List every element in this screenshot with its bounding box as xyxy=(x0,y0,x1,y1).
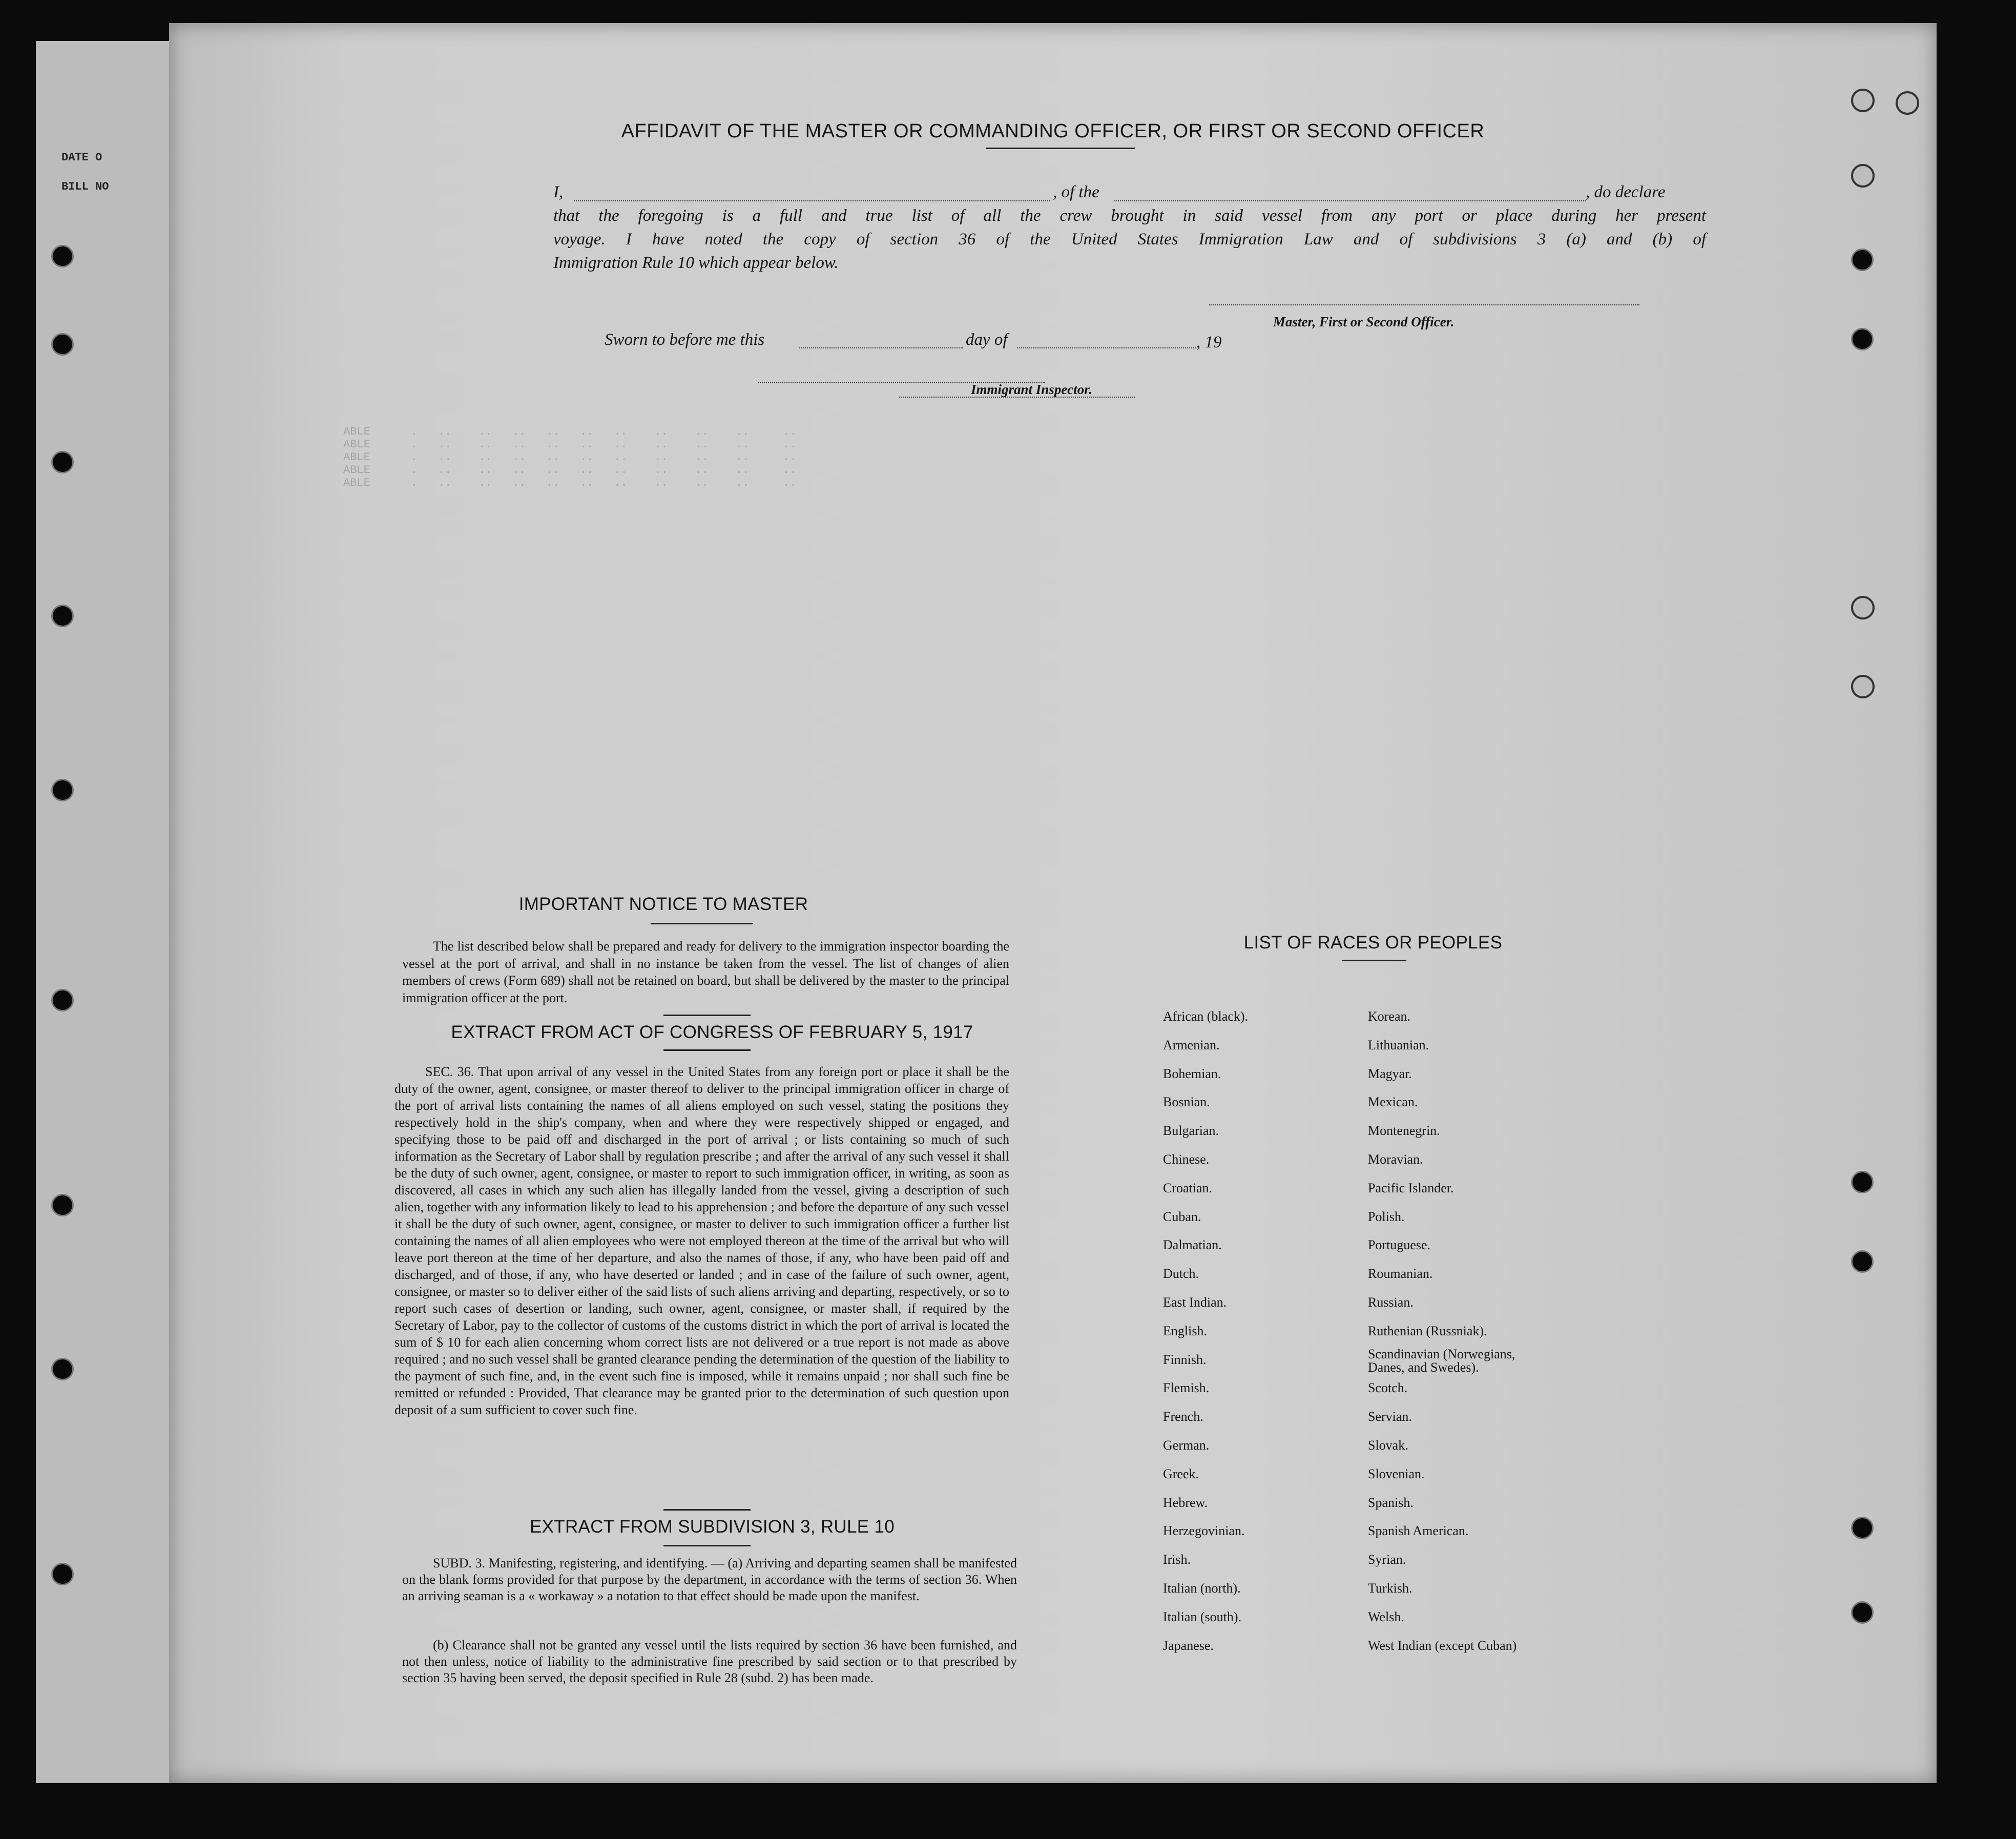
notice-title: IMPORTANT NOTICE TO MASTER xyxy=(518,894,808,914)
binder-hole-icon xyxy=(1851,1517,1874,1539)
race-item: Flemish. xyxy=(1163,1380,1210,1396)
notice-text: The list described below shall be prepared and ready for delivery to the immigration inspector boarding the vessel at the port of arrival, and shall in no instance be taken from the vessel. The list of changes of alien members of crews (Form 689) shall not be retained on board, but shall be delivered by the master to the principal immigration officer at the port. xyxy=(402,939,1009,1005)
binder-hole-icon xyxy=(1851,596,1875,619)
race-item: Pacific Islander. xyxy=(1368,1180,1454,1195)
name-blank xyxy=(574,200,1050,201)
race-item: Scandinavian (Norwegians, Danes, and Swedes). xyxy=(1368,1346,1515,1375)
race-item: Syrian. xyxy=(1368,1552,1406,1567)
binder-hole-icon xyxy=(1851,164,1875,188)
race-item: Finnish. xyxy=(1163,1352,1207,1367)
affidavit-i-label: I, xyxy=(553,183,564,201)
race-item: Welsh. xyxy=(1368,1609,1404,1624)
race-item: Turkish. xyxy=(1368,1581,1412,1596)
race-item: Slovenian. xyxy=(1368,1466,1425,1481)
rule-text-a: SUBD. 3. Manifesting, registering, and identifying. — (a) Arriving and departing seamen shall be manifested on the blank forms provided for that purpose by the department, in accordance with the terms of section 36. When an arriving seaman is a « workaway » a notation to that effect should be made upon the manifest. xyxy=(402,1556,1017,1603)
affidavit-title: AFFIDAVIT OF THE MASTER OR COMMANDING OFFICER, OR FIRST OR SECOND OFFICER xyxy=(621,120,1485,142)
race-item: Dutch. xyxy=(1163,1266,1199,1282)
title-underline xyxy=(986,148,1135,149)
stub-bill-label: BILL NO xyxy=(61,180,109,193)
binder-hole-icon xyxy=(1851,1171,1874,1193)
race-item: Armenian. xyxy=(1163,1037,1220,1052)
binder-hole-icon xyxy=(1851,1250,1874,1273)
rule-title: EXTRACT FROM SUBDIVISION 3, RULE 10 xyxy=(530,1517,895,1537)
inspector-caption: Immigrant Inspector. xyxy=(971,382,1093,397)
affidavit-line-3: voyage. I have noted the copy of section 36 of the United States Immigration Law and of subdivisions 3 (a) and (b) of xyxy=(553,230,1706,249)
binder-hole-icon xyxy=(1851,328,1874,350)
race-item: Bohemian. xyxy=(1163,1066,1221,1081)
month-blank xyxy=(1017,347,1196,348)
race-item: Japanese. xyxy=(1163,1638,1214,1653)
affidavit-do-declare: , do declare xyxy=(1586,183,1666,201)
races-underline xyxy=(1342,960,1406,961)
race-item: Slovak. xyxy=(1368,1438,1408,1453)
binder-hole-icon xyxy=(51,1358,74,1380)
race-item: Hebrew. xyxy=(1163,1495,1208,1510)
race-item: Cuban. xyxy=(1163,1209,1201,1224)
rule-overline xyxy=(663,1509,751,1511)
act-text: SEC. 36. That upon arrival of any vessel in the United States from any foreign port or place it shall be the duty of the owner, agent, consignee, or master thereof to deliver to the principal immigration officer in charge of the port of arrival lists containing the names of all aliens employed on such vessel, stating the positions they respectively hold in the ship's company, when and where they were respectively shipped or engaged, and specifying those to be paid off and discharged in the port of arrival ; or lists containing so much of such information as the Secretary of Labor shall by regulation prescribe ; and after the arrival of any such vessel it shall be the duty of such owner, agent, consignee, or master to report to such immigration officer, in writing, as soon as discovered, all cases in which any such alien has illegally landed from the vessel, giving a description of such alien, together with any information likely to lead to his apprehension ; and before the departure of any such vessel it shall be the duty of such owner, agent, consignee, or master to deliver to such immigration officer a further list containing the names of all alien employees who were not employed thereon at the time of the arrival but who will leave port thereon at the time of her departure, and also the names of those, if any, who have been paid off and discharged, and of those, if any, who have deserted or landed ; and in case of the failure of such owner, agent, consignee, or master so to deliver either of the said lists of such aliens arriving and departing, respectively, or so to report such cases of desertion or landing, such owner, agent, consignee, or master shall, if required by the Secretary of Labor, pay to the collector of customs of the customs district in which the port of arrival is located the sum of $ 10 for each alien concerning whom correct lists are not delivered or a true report is not made as above required ; and no such vessel shall be granted clearance pending the determination of the question of the liability to the payment of such fine, and, in the event such fine is imposed, while it remains unpaid ; nor shall such fine be remitted or refunded : Provided, That clearance may be granted prior to the determination of such question upon deposit of a sum sufficient to cover such fine. xyxy=(394,1064,1009,1417)
binder-hole-icon xyxy=(51,605,74,627)
act-title: EXTRACT FROM ACT OF CONGRESS OF FEBRUARY 5, 1917 xyxy=(451,1022,973,1042)
race-item: Irish. xyxy=(1163,1552,1191,1567)
act-overline xyxy=(663,1015,751,1016)
race-item: Bosnian. xyxy=(1163,1094,1210,1110)
bleed-through-table: ABLE . .. .. .. .. .. .. .. .. .. .. ABLE . .. .. .. .. .. .. .. .. .. .. ABLE . .. .. .. .. .. .. .. .. .. .. ABLE . .. .. .. .. .. .. .. .. .. .. ABLE . .. .. .. .. .. .. .. .. .. .. xyxy=(343,425,797,489)
notice-underline xyxy=(651,923,753,924)
binder-hole-icon xyxy=(51,1194,74,1216)
binder-hole-icon xyxy=(51,779,74,801)
day-of-label: day of xyxy=(966,330,1008,349)
race-item: African (black). xyxy=(1163,1009,1249,1024)
binder-hole-icon xyxy=(51,1563,74,1585)
affidavit-line-2: that the foregoing is a full and true list of all the crew brought in said vessel from any port or place during her present xyxy=(553,206,1706,225)
binder-hole-icon xyxy=(1851,249,1874,271)
race-item: Montenegrin. xyxy=(1368,1123,1440,1139)
race-item: Mexican. xyxy=(1368,1094,1418,1110)
binder-hole-icon xyxy=(51,989,74,1011)
race-item: Croatian. xyxy=(1163,1180,1213,1195)
race-item: Roumanian. xyxy=(1368,1266,1433,1282)
binder-hole-icon xyxy=(1851,89,1875,112)
binder-hole-icon xyxy=(1851,675,1875,698)
race-item: French. xyxy=(1163,1409,1203,1424)
race-item: Moravian. xyxy=(1368,1152,1423,1167)
rule-underline xyxy=(663,1545,751,1546)
race-item: Portuguese. xyxy=(1368,1237,1431,1253)
affidavit-line-4: Immigration Rule 10 which appear below. xyxy=(553,254,839,272)
affidavit-of-the: , of the xyxy=(1053,183,1099,201)
race-item: East Indian. xyxy=(1163,1295,1227,1310)
binder-hole-icon xyxy=(51,245,74,267)
stub-date-label: DATE O xyxy=(61,151,102,164)
day-blank xyxy=(799,347,963,348)
race-item: Ruthenian (Russniak). xyxy=(1368,1323,1487,1338)
race-item: Chinese. xyxy=(1163,1152,1210,1167)
year-label: , 19 xyxy=(1196,333,1222,352)
race-item: Spanish. xyxy=(1368,1495,1414,1510)
race-item: West Indian (except Cuban) xyxy=(1368,1638,1517,1653)
vessel-blank xyxy=(1114,200,1586,201)
binder-hole-icon xyxy=(1896,91,1919,115)
race-item: Russian. xyxy=(1368,1295,1414,1310)
form-page xyxy=(169,23,1937,1783)
race-item: Bulgarian. xyxy=(1163,1123,1219,1139)
race-item: Magyar. xyxy=(1368,1066,1412,1081)
race-item: Servian. xyxy=(1368,1409,1412,1424)
race-item: Italian (north). xyxy=(1163,1581,1241,1596)
sworn-label: Sworn to before me this xyxy=(605,330,765,349)
races-title: LIST OF RACES OR PEOPLES xyxy=(1243,933,1503,953)
race-item: Spanish American. xyxy=(1368,1523,1469,1539)
master-signature-line xyxy=(1209,304,1639,305)
race-item: Greek. xyxy=(1163,1466,1199,1481)
race-item: Polish. xyxy=(1368,1209,1405,1224)
race-item: Italian (south). xyxy=(1163,1609,1242,1624)
binder-hole-icon xyxy=(51,451,74,473)
race-item: Scotch. xyxy=(1368,1380,1408,1396)
race-item: Korean. xyxy=(1368,1009,1411,1024)
binder-hole-icon xyxy=(51,333,74,356)
rule-text-b: (b) Clearance shall not be granted any vessel until the lists required by section 36 have been furnished, and not then unless, notice of liability to the administrative fine prescribed by said section or to that prescribed by section 35 having been served, the deposit specified in Rule 28 (subd. 2) has been made. xyxy=(402,1638,1017,1685)
race-item: Lithuanian. xyxy=(1368,1037,1429,1052)
race-item: Herzegovinian. xyxy=(1163,1523,1245,1539)
race-item: German. xyxy=(1163,1438,1210,1453)
binder-hole-icon xyxy=(1851,1601,1874,1624)
race-item: English. xyxy=(1163,1323,1207,1338)
master-caption: Master, First or Second Officer. xyxy=(1273,314,1454,329)
race-item: Dalmatian. xyxy=(1163,1237,1222,1253)
act-underline xyxy=(663,1049,751,1051)
